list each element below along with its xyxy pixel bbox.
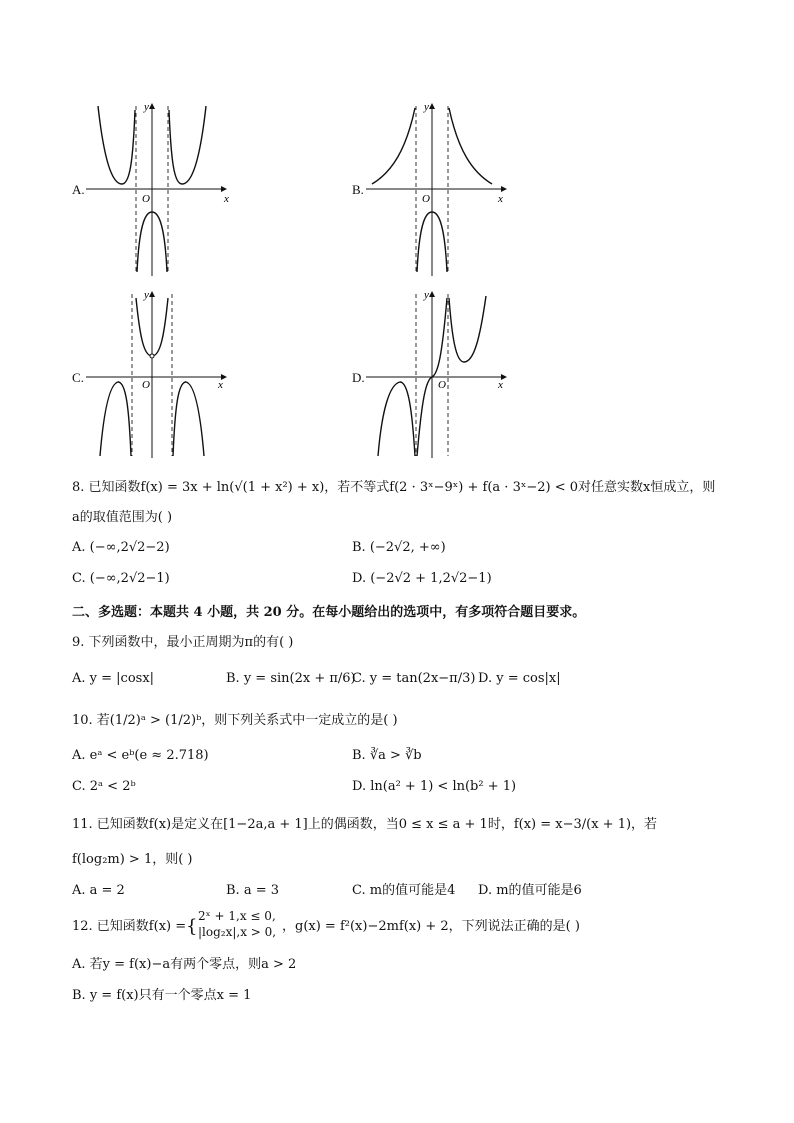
section-2-heading: 二、多选题：本题共 4 小题，共 20 分。在每小题给出的选项中，有多项符合题目要求。: [72, 605, 586, 620]
graph-b-label: B.: [352, 182, 364, 197]
graph-d-label: D.: [352, 370, 365, 385]
graph-d: [366, 288, 516, 460]
graph-a-origin: O: [142, 193, 150, 205]
q10-option-a[interactable]: A. eᵃ < eᵇ(e ≈ 2.718): [72, 748, 209, 763]
graph-d-x-label: x: [498, 379, 503, 391]
graph-c: [86, 288, 236, 460]
q11-stem-line2: f(log₂m) > 1，则( ): [72, 852, 193, 867]
graph-c-y-label: y: [144, 289, 149, 301]
graph-d-origin: O: [438, 379, 446, 391]
q8-option-b[interactable]: B. (−2√2, +∞): [352, 540, 446, 555]
q9-option-a[interactable]: A. y = |cosx|: [72, 671, 155, 686]
graph-a: [86, 100, 236, 278]
q12-stem-prefix: 12. 已知函数f(x) =: [72, 919, 187, 934]
graph-b-origin: O: [422, 193, 430, 205]
graph-c-x-label: x: [218, 379, 223, 391]
graph-b-x-label: x: [498, 193, 503, 205]
q12-piecewise-brace: {: [186, 916, 198, 937]
q8-stem-line2: a的取值范围为( ): [72, 510, 173, 525]
graph-c-label: C.: [72, 370, 84, 385]
q12-option-a[interactable]: A. 若y = f(x)−a有两个零点，则a > 2: [72, 957, 297, 972]
q8-stem-line1: 8. 已知函数f(x) = 3x + ln(√(1 + x²) + x)，若不等式f(2 · 3ˣ−9ˣ) + f(a · 3ˣ−2) < 0对任意实数x恒成立，则: [72, 480, 716, 495]
q8-option-c[interactable]: C. (−∞,2√2−1): [72, 571, 170, 586]
graph-a-x-label: x: [224, 193, 229, 205]
q12-option-b[interactable]: B. y = f(x)只有一个零点x = 1: [72, 988, 252, 1003]
q9-option-d[interactable]: D. y = cos|x|: [478, 671, 561, 686]
graph-c-origin: O: [142, 379, 150, 391]
q12-stem-suffix: ，g(x) = f²(x)−2mf(x) + 2，下列说法正确的是( ): [282, 919, 580, 934]
q11-option-c[interactable]: C. m的值可能是4: [352, 883, 456, 898]
graph-d-y-label: y: [424, 289, 429, 301]
q11-option-d[interactable]: D. m的值可能是6: [478, 883, 582, 898]
graph-b-y-label: y: [424, 101, 429, 113]
graph-a-y-label: y: [144, 101, 149, 113]
q9-option-b[interactable]: B. y = sin(2x + π/6): [226, 671, 356, 686]
q9-option-c[interactable]: C. y = tan(2x−π/3): [352, 671, 476, 686]
q11-option-a[interactable]: A. a = 2: [72, 883, 125, 898]
q10-option-b[interactable]: B. ∛a > ∛b: [352, 748, 422, 763]
q10-option-d[interactable]: D. ln(a² + 1) < ln(b² + 1): [352, 779, 517, 794]
q8-option-d[interactable]: D. (−2√2 + 1,2√2−1): [352, 571, 492, 586]
q9-stem: 9. 下列函数中，最小正周期为π的有( ): [72, 635, 294, 650]
q10-option-c[interactable]: C. 2ᵃ < 2ᵇ: [72, 779, 136, 794]
graph-a-label: A.: [72, 182, 85, 197]
graph-b: [366, 100, 516, 278]
q12-case-1: 2ˣ + 1,x ≤ 0,: [198, 909, 276, 923]
q10-stem: 10. 若(1/2)ᵃ > (1/2)ᵇ，则下列关系式中一定成立的是( ): [72, 713, 398, 728]
q11-stem-line1: 11. 已知函数f(x)是定义在[1−2a,a + 1]上的偶函数，当0 ≤ x ≤ a + 1时，f(x) = x−3/(x + 1)，若: [72, 817, 658, 832]
q8-option-a[interactable]: A. (−∞,2√2−2): [72, 540, 170, 555]
q11-option-b[interactable]: B. a = 3: [226, 883, 279, 898]
q12-case-2: |log₂x|,x > 0,: [198, 925, 277, 939]
